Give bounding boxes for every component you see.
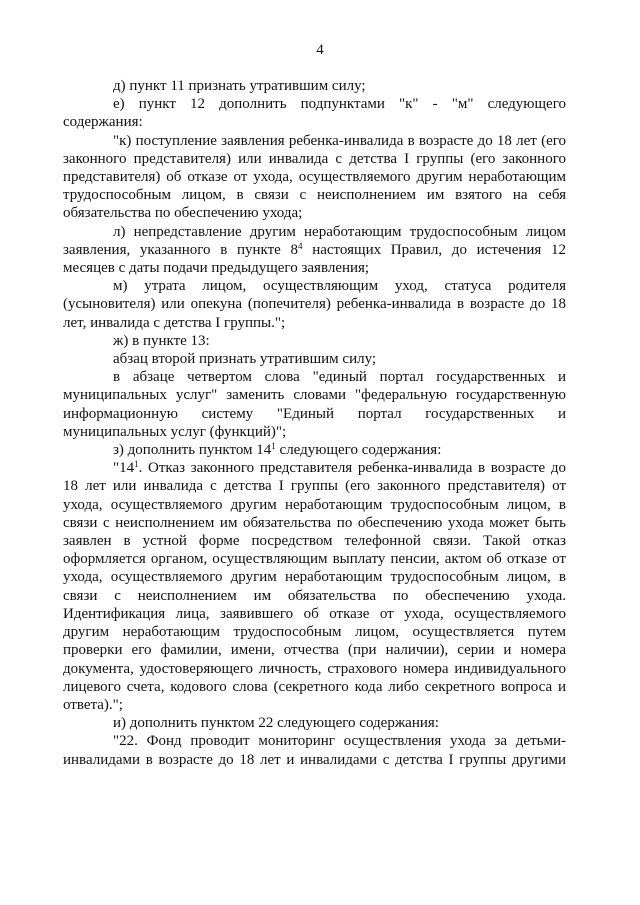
page-number: 4: [316, 42, 324, 58]
paragraph-l-text: л) непредставление другим неработающим трудоспособным лицом заявления, указанного в пункте 8: [63, 223, 566, 258]
paragraph-m: м) утрата лицом, осуществляющим уход, статуса родителя (усыновителя) или опекуна (попечителя) ребенка-инвалида в возрасте до 18 лет, инвалида с детства I группы.";: [63, 278, 566, 331]
superscript: 4: [298, 240, 303, 251]
paragraph-l: [63, 223, 566, 278]
paragraph-z-text: з) дополнить пунктом 14: [113, 442, 272, 459]
paragraph-i: и) дополнить пунктом 22 следующего содержания:: [113, 715, 439, 732]
paragraph-14-1: [63, 459, 566, 714]
paragraph-v-abzace: в абзаце четвертом слова "единый портал государственных и муниципальных услуг" заменить словами "федеральную государственную информационную систему "Единый портал государственных и муниципальных услуг (функций)";: [63, 369, 566, 440]
paragraph-14-1-start: "14: [113, 460, 135, 477]
superscript: 1: [134, 459, 139, 470]
superscript: 1: [271, 441, 276, 452]
document-body: [63, 77, 566, 769]
paragraph-d: д) пункт 11 признать утратившим силу;: [113, 78, 366, 94]
paragraph-l-rest: настоящих Правил, до истечения 12 месяцев с даты подачи предыдущего заявления;: [63, 241, 566, 277]
paragraph-k: "к) поступление заявления ребенка-инвалида в возрасте до 18 лет (его законного представителя) или инвалида с детства I группы (его законного представителя) об отказе от ухода, осуществляемого другим неработающим трудоспособным лицом, в связи с неисполнением им взятого на себя обязательства по обеспечению ухода;: [63, 132, 566, 222]
paragraph-e: е) пункт 12 дополнить подпунктами "к" - "м" следующего содержания:: [63, 96, 566, 131]
paragraph-22: "22. Фонд проводит мониторинг осуществления ухода за детьми-инвалидами в возрасте до 18 лет и инвалидами с детства I группы другими: [63, 733, 566, 768]
paragraph-zh: ж) в пункте 13:: [113, 332, 210, 349]
paragraph-abzac: абзац второй признать утратившим силу;: [113, 351, 377, 368]
paragraph-z: [63, 441, 566, 459]
paragraph-14-1-rest: . Отказ законного представителя ребенка-инвалида в возрасте до 18 лет или инвалида с детства I группы (его законного представителя) от ухода, осуществляемого другим неработающим трудоспособным лицом, в связи с неисполнением им обязательства по обеспечению ухода может быть заявлен в устной форме посредством телефонной связи. Такой отказ оформляется органом, осуществляющим выплату пенсии, актом об отказе от ухода, осуществляемого другим неработающим трудоспособным лицом, в связи с неисполнением им обязательства по обеспечению ухода. Идентификация лица, заявившего об отказе от ухода, осуществляемого другим неработающим трудоспособным лицом, осуществляется путем проверки его фамилии, имени, отчества (при наличии), серии и номера документа, удостоверяющего личность, страхового номера индивидуального лицевого счета, кодового слова (секретного кода либо секретного вопроса и ответа).";: [63, 460, 566, 713]
paragraph-z-rest: следующего содержания:: [275, 442, 442, 459]
